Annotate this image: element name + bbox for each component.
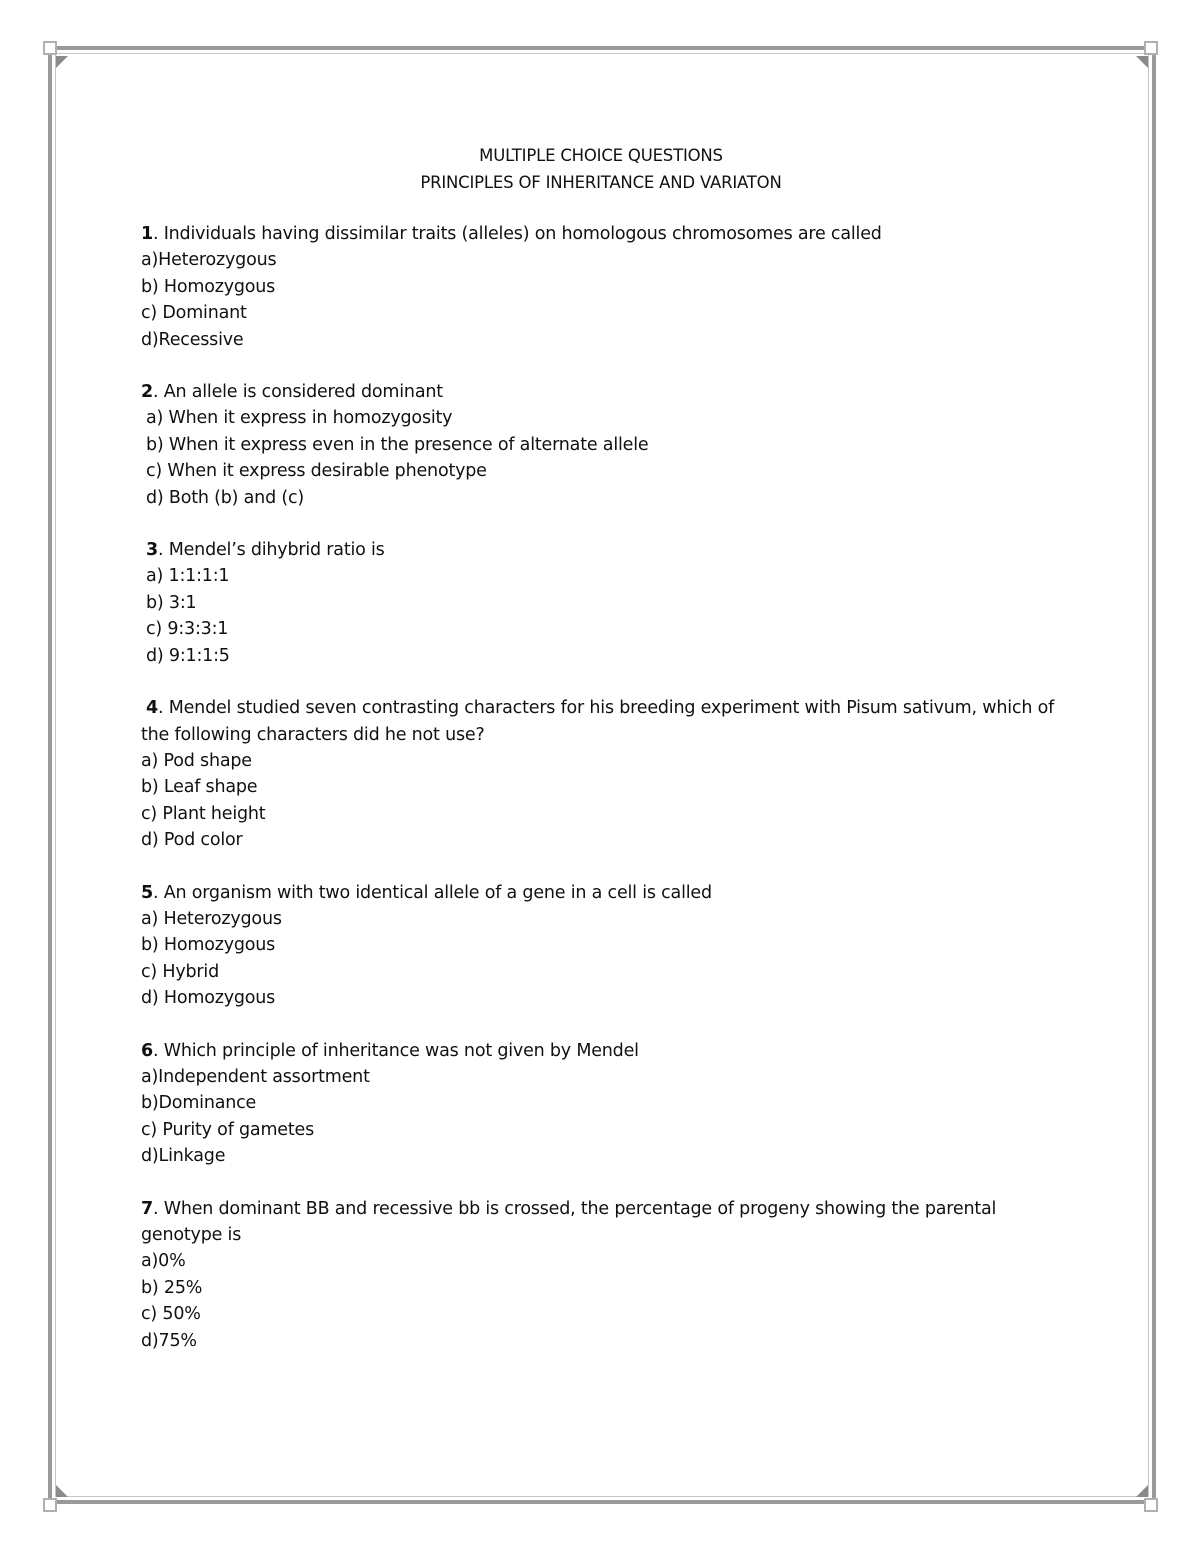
question-7 [141,1196,1061,1354]
option-b: b) Leaf shape [141,777,258,798]
corner-triangle-icon [56,56,68,68]
option-b: b) When it express even in the presence of alternate allele [146,434,649,455]
page-subtitle: PRINCIPLES OF INHERITANCE AND VARIATON [420,173,782,192]
question-number: 7 [141,1198,153,1219]
border-corner-ornament [1144,41,1158,55]
option-d: d) Homozygous [141,988,276,1009]
question-stem: . Mendel’s dihybrid ratio is [157,540,385,561]
question-text [141,379,1061,405]
corner-triangle-icon [1136,56,1148,68]
question-text [141,1196,1061,1249]
question-text [141,221,1061,247]
option-c: c) 9:3:3:1 [146,619,229,640]
option-b: b)Dominance [141,1093,257,1114]
question-text [141,880,1061,906]
option-b: b) 25% [141,1277,203,1298]
option-d: d)75% [141,1330,197,1351]
question-number: 4 [146,698,158,719]
question-stem: . Individuals having dissimilar traits (alleles) on homologous chromosomes are called [152,224,882,244]
option-c: c) When it express desirable phenotype [146,461,487,482]
question-stem: . When dominant BB and recessive bb is crossed, the percentage of progeny showing the parental genotype is [141,1198,997,1245]
option-a: a)Heterozygous [141,250,277,271]
option-d: d) Pod color [141,830,243,851]
question-2 [141,379,1061,511]
border-corner-ornament [43,1498,57,1512]
option-a: a) Heterozygous [141,908,282,929]
question-number: 5 [141,882,153,903]
option-a: a) When it express in homozygosity [146,408,453,429]
question-text [141,537,1061,563]
question-1 [141,221,1061,353]
option-d: d) 9:1:1:5 [146,645,230,666]
option-a: a) Pod shape [141,750,252,771]
option-c: c) Plant height [141,803,266,824]
question-stem: . An allele is considered dominant [152,382,443,403]
option-c: c) Hybrid [141,961,220,982]
option-d: d)Linkage [141,1146,226,1167]
option-a: a)Independent assortment [141,1066,370,1087]
question-stem: . Which principle of inheritance was not given by Mendel [152,1040,639,1061]
corner-triangle-icon [1136,1485,1148,1497]
border-corner-ornament [43,41,57,55]
question-number: 6 [141,1040,153,1061]
option-d: d) Both (b) and (c) [146,487,305,508]
question-stem: . Mendel studied seven contrasting characters for his breeding experiment with Pisum sativum, which of the following characters did he not use? [141,698,1055,745]
option-c: c) 50% [141,1304,201,1325]
option-a: a) 1:1:1:1 [146,566,230,587]
option-b: b) Homozygous [141,935,276,956]
question-4 [141,695,1061,853]
border-corner-ornament [1144,1498,1158,1512]
option-d: d)Recessive [141,329,244,350]
option-b: b) 3:1 [146,592,197,613]
question-6 [141,1038,1061,1170]
option-a: a)0% [141,1251,186,1272]
question-5 [141,880,1061,1012]
question-number: 3 [146,540,158,561]
question-number: 1 [141,224,153,244]
document-body [141,142,1061,1380]
option-c: c) Dominant [141,303,247,324]
option-c: c) Purity of gametes [141,1119,315,1140]
title-block [141,142,1061,196]
option-b: b) Homozygous [141,276,276,297]
corner-triangle-icon [56,1485,68,1497]
page-title: MULTIPLE CHOICE QUESTIONS [479,146,723,165]
question-number: 2 [141,382,153,403]
question-3 [141,537,1061,669]
question-stem: . An organism with two identical allele of a gene in a cell is called [152,882,712,903]
question-text [141,695,1061,748]
question-text [141,1038,1061,1064]
